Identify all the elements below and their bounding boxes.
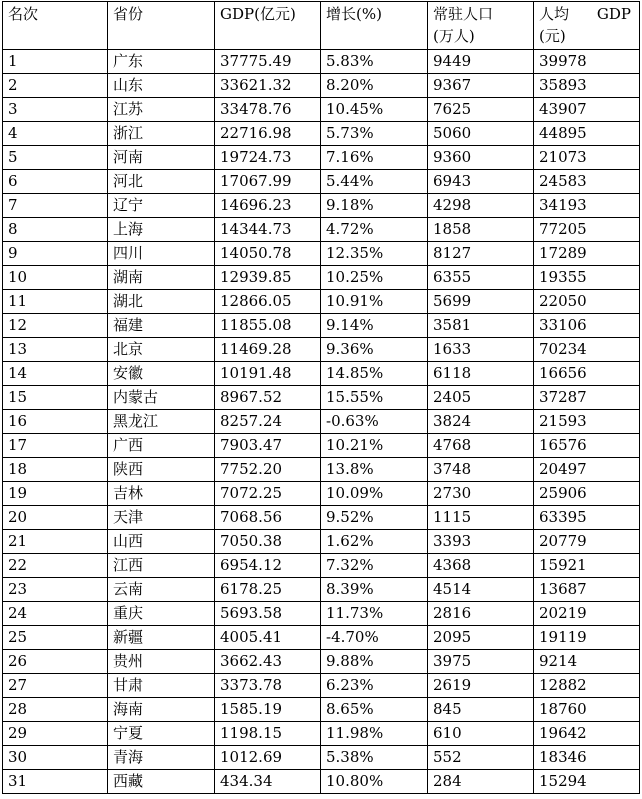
- cell-population: 9360: [428, 146, 534, 170]
- cell-growth: 13.8%: [321, 458, 428, 482]
- cell-population: 3748: [428, 458, 534, 482]
- cell-population: 3824: [428, 410, 534, 434]
- header-row: [3, 2, 640, 50]
- cell-population: 4768: [428, 434, 534, 458]
- cell-gdp: 8967.52: [215, 386, 321, 410]
- cell-gdp: 11469.28: [215, 338, 321, 362]
- cell-growth: -0.63%: [321, 410, 428, 434]
- cell-gdp: 7903.47: [215, 434, 321, 458]
- cell-province: 山西: [108, 530, 215, 554]
- cell-rank: 13: [3, 338, 108, 362]
- cell-rank: 31: [3, 770, 108, 794]
- cell-growth: 8.39%: [321, 578, 428, 602]
- cell-province: 黑龙江: [108, 410, 215, 434]
- cell-population: 1633: [428, 338, 534, 362]
- cell-gdp: 7068.56: [215, 506, 321, 530]
- table-row: [3, 194, 640, 218]
- cell-growth: 9.36%: [321, 338, 428, 362]
- cell-per-capita: 20497: [534, 458, 640, 482]
- cell-province: 海南: [108, 698, 215, 722]
- cell-population: 5060: [428, 122, 534, 146]
- cell-growth: 1.62%: [321, 530, 428, 554]
- table-row: [3, 770, 640, 794]
- cell-per-capita: 22050: [534, 290, 640, 314]
- cell-gdp: 33478.76: [215, 98, 321, 122]
- table-row: [3, 50, 640, 74]
- cell-population: 7625: [428, 98, 534, 122]
- cell-per-capita: 34193: [534, 194, 640, 218]
- cell-growth: 10.80%: [321, 770, 428, 794]
- cell-population: 4368: [428, 554, 534, 578]
- cell-rank: 19: [3, 482, 108, 506]
- cell-per-capita: 77205: [534, 218, 640, 242]
- cell-growth: 11.73%: [321, 602, 428, 626]
- table-row: [3, 650, 640, 674]
- header-per-capita-line2: (元): [539, 27, 566, 45]
- cell-province: 江苏: [108, 98, 215, 122]
- cell-population: 4298: [428, 194, 534, 218]
- cell-province: 重庆: [108, 602, 215, 626]
- cell-per-capita: 19119: [534, 626, 640, 650]
- cell-gdp: 14050.78: [215, 242, 321, 266]
- table-row: [3, 506, 640, 530]
- cell-growth: 9.88%: [321, 650, 428, 674]
- cell-rank: 26: [3, 650, 108, 674]
- header-population-line2: (万人): [433, 27, 475, 45]
- cell-gdp: 12866.05: [215, 290, 321, 314]
- cell-per-capita: 15921: [534, 554, 640, 578]
- cell-per-capita: 63395: [534, 506, 640, 530]
- table-row: [3, 626, 640, 650]
- cell-rank: 27: [3, 674, 108, 698]
- table-row: [3, 410, 640, 434]
- cell-growth: 7.16%: [321, 146, 428, 170]
- table-body: [3, 50, 640, 794]
- cell-gdp: 6954.12: [215, 554, 321, 578]
- table-row: [3, 242, 640, 266]
- cell-gdp: 5693.58: [215, 602, 321, 626]
- cell-population: 2405: [428, 386, 534, 410]
- cell-population: 5699: [428, 290, 534, 314]
- header-population: [428, 2, 534, 50]
- header-rank: 名次: [3, 2, 108, 50]
- cell-gdp: 6178.25: [215, 578, 321, 602]
- cell-gdp: 14696.23: [215, 194, 321, 218]
- table-row: [3, 674, 640, 698]
- cell-population: 3581: [428, 314, 534, 338]
- cell-growth: 5.73%: [321, 122, 428, 146]
- cell-gdp: 434.34: [215, 770, 321, 794]
- cell-province: 广东: [108, 50, 215, 74]
- header-gdp: GDP(亿元): [215, 2, 321, 50]
- cell-growth: 14.85%: [321, 362, 428, 386]
- table-row: [3, 698, 640, 722]
- cell-growth: 10.21%: [321, 434, 428, 458]
- header-per-capita: [534, 2, 640, 50]
- cell-province: 福建: [108, 314, 215, 338]
- cell-gdp: 7072.25: [215, 482, 321, 506]
- cell-population: 3975: [428, 650, 534, 674]
- cell-growth: 6.23%: [321, 674, 428, 698]
- cell-province: 新疆: [108, 626, 215, 650]
- cell-per-capita: 44895: [534, 122, 640, 146]
- cell-province: 云南: [108, 578, 215, 602]
- cell-province: 北京: [108, 338, 215, 362]
- cell-per-capita: 25906: [534, 482, 640, 506]
- cell-population: 1858: [428, 218, 534, 242]
- cell-gdp: 1012.69: [215, 746, 321, 770]
- cell-population: 6118: [428, 362, 534, 386]
- cell-rank: 18: [3, 458, 108, 482]
- cell-rank: 24: [3, 602, 108, 626]
- cell-rank: 30: [3, 746, 108, 770]
- cell-population: 845: [428, 698, 534, 722]
- cell-growth: 8.20%: [321, 74, 428, 98]
- cell-rank: 4: [3, 122, 108, 146]
- cell-rank: 3: [3, 98, 108, 122]
- table-row: [3, 722, 640, 746]
- cell-per-capita: 20779: [534, 530, 640, 554]
- table-row: [3, 98, 640, 122]
- cell-per-capita: 24583: [534, 170, 640, 194]
- cell-province: 陕西: [108, 458, 215, 482]
- cell-per-capita: 43907: [534, 98, 640, 122]
- cell-rank: 2: [3, 74, 108, 98]
- cell-growth: 5.38%: [321, 746, 428, 770]
- cell-province: 西藏: [108, 770, 215, 794]
- cell-per-capita: 16656: [534, 362, 640, 386]
- gdp-ranking-table: [2, 1, 640, 794]
- cell-per-capita: 33106: [534, 314, 640, 338]
- cell-growth: 10.25%: [321, 266, 428, 290]
- cell-gdp: 7050.38: [215, 530, 321, 554]
- table-row: [3, 314, 640, 338]
- cell-population: 284: [428, 770, 534, 794]
- cell-per-capita: 21073: [534, 146, 640, 170]
- cell-gdp: 4005.41: [215, 626, 321, 650]
- cell-rank: 12: [3, 314, 108, 338]
- cell-rank: 25: [3, 626, 108, 650]
- cell-rank: 9: [3, 242, 108, 266]
- cell-province: 山东: [108, 74, 215, 98]
- table-row: [3, 290, 640, 314]
- cell-province: 辽宁: [108, 194, 215, 218]
- table-row: [3, 218, 640, 242]
- cell-growth: 9.18%: [321, 194, 428, 218]
- cell-province: 宁夏: [108, 722, 215, 746]
- cell-growth: 12.35%: [321, 242, 428, 266]
- cell-population: 2095: [428, 626, 534, 650]
- header-province: 省份: [108, 2, 215, 50]
- cell-province: 安徽: [108, 362, 215, 386]
- cell-province: 江西: [108, 554, 215, 578]
- cell-per-capita: 12882: [534, 674, 640, 698]
- cell-gdp: 11855.08: [215, 314, 321, 338]
- cell-population: 9449: [428, 50, 534, 74]
- cell-rank: 7: [3, 194, 108, 218]
- table-row: [3, 362, 640, 386]
- cell-population: 8127: [428, 242, 534, 266]
- cell-province: 河南: [108, 146, 215, 170]
- cell-population: 6943: [428, 170, 534, 194]
- cell-rank: 23: [3, 578, 108, 602]
- cell-province: 河北: [108, 170, 215, 194]
- cell-gdp: 3662.43: [215, 650, 321, 674]
- cell-growth: 4.72%: [321, 218, 428, 242]
- table-row: [3, 146, 640, 170]
- cell-population: 552: [428, 746, 534, 770]
- cell-province: 内蒙古: [108, 386, 215, 410]
- cell-rank: 11: [3, 290, 108, 314]
- cell-rank: 21: [3, 530, 108, 554]
- cell-province: 贵州: [108, 650, 215, 674]
- cell-growth: 9.52%: [321, 506, 428, 530]
- cell-per-capita: 21593: [534, 410, 640, 434]
- cell-gdp: 17067.99: [215, 170, 321, 194]
- cell-per-capita: 16576: [534, 434, 640, 458]
- cell-per-capita: 19642: [534, 722, 640, 746]
- cell-growth: 9.14%: [321, 314, 428, 338]
- cell-rank: 16: [3, 410, 108, 434]
- cell-per-capita: 18760: [534, 698, 640, 722]
- cell-per-capita: 70234: [534, 338, 640, 362]
- table-row: [3, 434, 640, 458]
- cell-rank: 20: [3, 506, 108, 530]
- table-row: [3, 554, 640, 578]
- cell-population: 9367: [428, 74, 534, 98]
- cell-province: 湖北: [108, 290, 215, 314]
- cell-rank: 29: [3, 722, 108, 746]
- table-row: [3, 170, 640, 194]
- cell-province: 湖南: [108, 266, 215, 290]
- cell-province: 浙江: [108, 122, 215, 146]
- cell-population: 6355: [428, 266, 534, 290]
- table-row: [3, 530, 640, 554]
- cell-population: 2816: [428, 602, 534, 626]
- table-row: [3, 122, 640, 146]
- cell-per-capita: 13687: [534, 578, 640, 602]
- table-row: [3, 602, 640, 626]
- cell-growth: 10.45%: [321, 98, 428, 122]
- cell-population: 2730: [428, 482, 534, 506]
- cell-province: 四川: [108, 242, 215, 266]
- cell-gdp: 7752.20: [215, 458, 321, 482]
- cell-rank: 22: [3, 554, 108, 578]
- cell-per-capita: 20219: [534, 602, 640, 626]
- table-row: [3, 386, 640, 410]
- table-row: [3, 338, 640, 362]
- cell-gdp: 3373.78: [215, 674, 321, 698]
- cell-growth: 7.32%: [321, 554, 428, 578]
- header-population-line1: 常驻人口: [433, 5, 494, 23]
- table-row: [3, 578, 640, 602]
- cell-province: 天津: [108, 506, 215, 530]
- cell-population: 610: [428, 722, 534, 746]
- cell-rank: 6: [3, 170, 108, 194]
- table-row: [3, 458, 640, 482]
- cell-growth: 10.91%: [321, 290, 428, 314]
- cell-growth: 5.44%: [321, 170, 428, 194]
- cell-gdp: 1198.15: [215, 722, 321, 746]
- cell-growth: -4.70%: [321, 626, 428, 650]
- cell-growth: 5.83%: [321, 50, 428, 74]
- cell-rank: 10: [3, 266, 108, 290]
- table-row: [3, 482, 640, 506]
- cell-gdp: 12939.85: [215, 266, 321, 290]
- cell-province: 甘肃: [108, 674, 215, 698]
- cell-gdp: 1585.19: [215, 698, 321, 722]
- cell-per-capita: 37287: [534, 386, 640, 410]
- cell-rank: 8: [3, 218, 108, 242]
- cell-per-capita: 19355: [534, 266, 640, 290]
- cell-population: 2619: [428, 674, 534, 698]
- cell-growth: 8.65%: [321, 698, 428, 722]
- cell-gdp: 33621.32: [215, 74, 321, 98]
- header-per-capita-line1a: 人均: [539, 5, 570, 23]
- cell-population: 3393: [428, 530, 534, 554]
- cell-gdp: 37775.49: [215, 50, 321, 74]
- cell-rank: 1: [3, 50, 108, 74]
- cell-gdp: 10191.48: [215, 362, 321, 386]
- cell-rank: 17: [3, 434, 108, 458]
- cell-per-capita: 39978: [534, 50, 640, 74]
- cell-gdp: 22716.98: [215, 122, 321, 146]
- cell-growth: 10.09%: [321, 482, 428, 506]
- cell-province: 上海: [108, 218, 215, 242]
- cell-province: 吉林: [108, 482, 215, 506]
- cell-province: 青海: [108, 746, 215, 770]
- cell-population: 4514: [428, 578, 534, 602]
- cell-rank: 5: [3, 146, 108, 170]
- table-row: [3, 746, 640, 770]
- cell-per-capita: 17289: [534, 242, 640, 266]
- cell-per-capita: 18346: [534, 746, 640, 770]
- table-row: [3, 266, 640, 290]
- cell-gdp: 8257.24: [215, 410, 321, 434]
- cell-growth: 15.55%: [321, 386, 428, 410]
- cell-rank: 14: [3, 362, 108, 386]
- cell-growth: 11.98%: [321, 722, 428, 746]
- header-per-capita-line1b: GDP: [596, 5, 631, 23]
- cell-gdp: 14344.73: [215, 218, 321, 242]
- header-growth: 增长(%): [321, 2, 428, 50]
- cell-rank: 15: [3, 386, 108, 410]
- cell-province: 广西: [108, 434, 215, 458]
- cell-gdp: 19724.73: [215, 146, 321, 170]
- cell-rank: 28: [3, 698, 108, 722]
- cell-per-capita: 9214: [534, 650, 640, 674]
- cell-population: 1115: [428, 506, 534, 530]
- cell-per-capita: 15294: [534, 770, 640, 794]
- table-row: [3, 74, 640, 98]
- cell-per-capita: 35893: [534, 74, 640, 98]
